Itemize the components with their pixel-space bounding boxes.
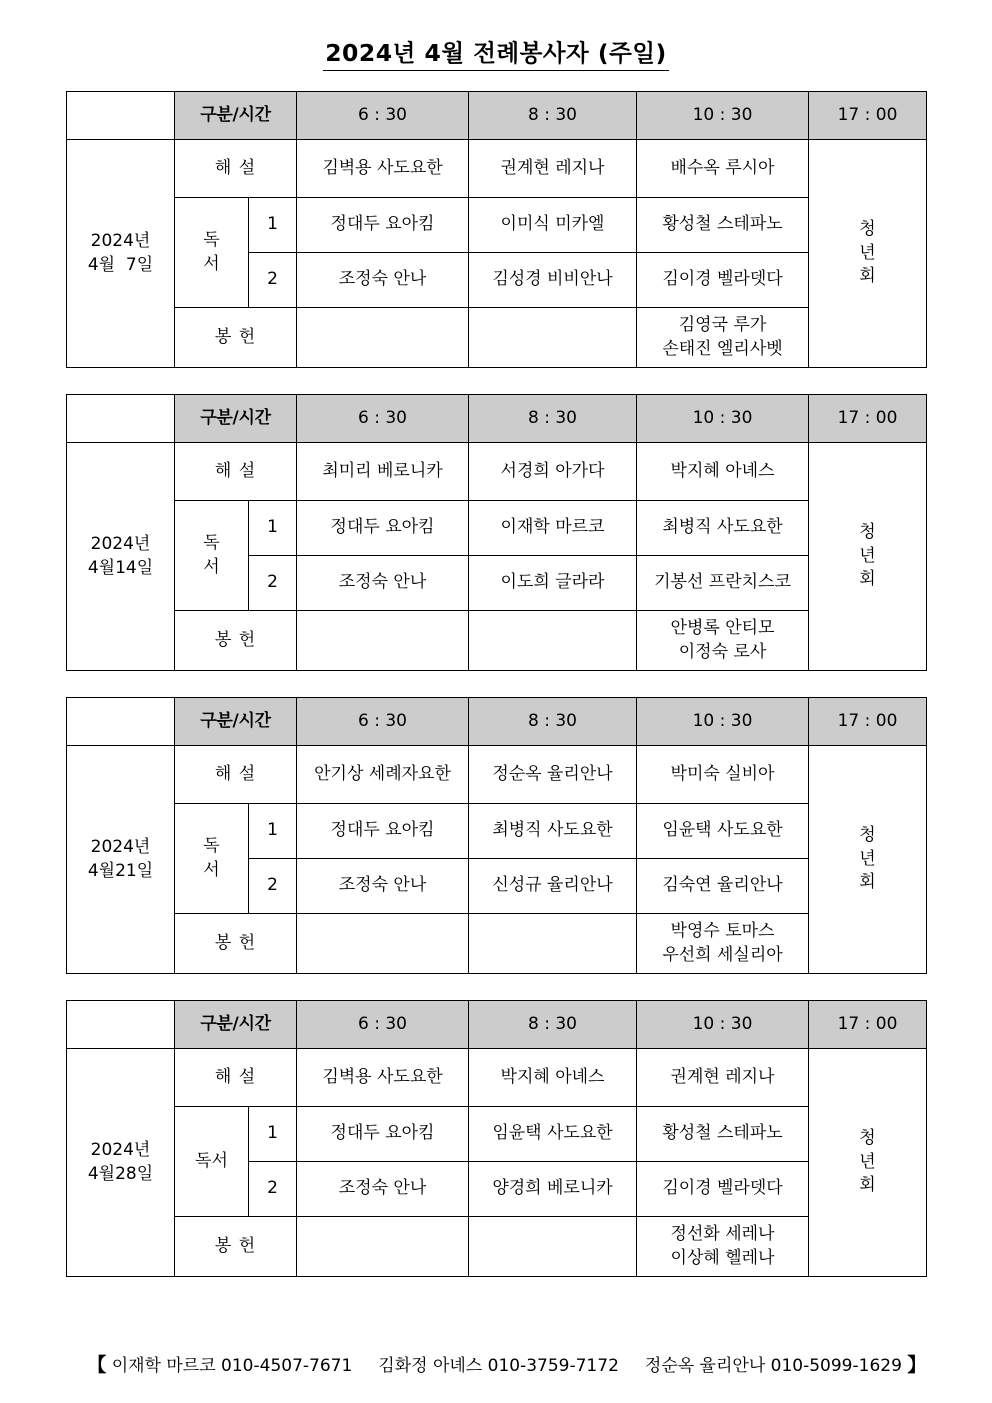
offering-row (67, 611, 927, 671)
offering-0 (297, 1217, 469, 1277)
reading-number-1: 1 (249, 198, 297, 253)
date-line-2: 4월21일 (87, 860, 154, 881)
offering-1 (469, 914, 637, 974)
reading-number-2: 2 (249, 556, 297, 611)
reading-number-1: 1 (249, 1107, 297, 1162)
header-time-1: 8 : 30 (469, 92, 637, 140)
row-label-narration: 해 설 (175, 443, 297, 501)
header-time-0: 6 : 30 (297, 1001, 469, 1049)
evening-group-cell (809, 746, 927, 974)
reading-label-char-1: 서 (203, 556, 220, 577)
header-time-1: 8 : 30 (469, 1001, 637, 1049)
header-corner-blank (67, 92, 175, 140)
schedule-table (66, 394, 927, 671)
reading2-1: 신성규 율리안나 (469, 859, 637, 914)
row-label-offering: 봉 헌 (175, 914, 297, 974)
table-header-row (67, 698, 927, 746)
date-line-2: 4월28일 (87, 1163, 154, 1184)
footer-close-bracket: 】 (907, 1354, 927, 1376)
evening-group-cell (809, 443, 927, 671)
narration-2: 박지혜 아녜스 (637, 443, 809, 501)
offering-0 (297, 914, 469, 974)
header-category-time: 구분/시간 (175, 395, 297, 443)
offering-0 (297, 308, 469, 368)
header-time-1: 8 : 30 (469, 698, 637, 746)
offering-line-1: 이정숙 로사 (678, 641, 767, 662)
offering-2 (637, 914, 809, 974)
reading2-0: 조정숙 안나 (297, 859, 469, 914)
footer-contact-2-name: 정순옥 율리안나 (644, 1356, 766, 1376)
offering-2 (637, 1217, 809, 1277)
reading2-2: 기봉선 프란치스코 (637, 556, 809, 611)
header-corner-blank (67, 1001, 175, 1049)
footer-contact-0-phone: 010-4507-7671 (221, 1356, 353, 1376)
evening-group-char-1: 년 (859, 242, 876, 263)
reading1-2: 최병직 사도요한 (637, 501, 809, 556)
reading2-2: 김숙연 율리안나 (637, 859, 809, 914)
evening-group-char-1: 년 (859, 848, 876, 869)
table-header-row (67, 1001, 927, 1049)
reading1-2: 황성철 스테파노 (637, 1107, 809, 1162)
offering-line-0: 김영국 루가 (678, 315, 767, 336)
reading-row-1 (67, 501, 927, 556)
reading-number-1: 1 (249, 501, 297, 556)
reading2-0: 조정숙 안나 (297, 556, 469, 611)
offering-1 (469, 611, 637, 671)
offering-line-0: 안병록 안티모 (670, 618, 775, 639)
header-time-2: 10 : 30 (637, 395, 809, 443)
row-label-offering: 봉 헌 (175, 1217, 297, 1277)
header-time-2: 10 : 30 (637, 698, 809, 746)
evening-group-char-1: 년 (859, 1151, 876, 1172)
reading1-1: 임윤택 사도요한 (469, 1107, 637, 1162)
reading-label-char-0: 독 (203, 836, 220, 857)
header-category-time: 구분/시간 (175, 1001, 297, 1049)
reading-row-1 (67, 804, 927, 859)
reading1-1: 이미식 미카엘 (469, 198, 637, 253)
narration-1: 정순옥 율리안나 (469, 746, 637, 804)
reading-label-char-1: 서 (203, 859, 220, 880)
table-header-row (67, 395, 927, 443)
reading2-0: 조정숙 안나 (297, 1162, 469, 1217)
title-container (0, 0, 992, 71)
reading1-0: 정대두 요아킴 (297, 501, 469, 556)
reading1-0: 정대두 요아킴 (297, 804, 469, 859)
footer-contact-2-phone: 010-5099-1629 (770, 1356, 902, 1376)
evening-group-cell (809, 140, 927, 368)
reading2-2: 김이경 벨라뎃다 (637, 1162, 809, 1217)
date-cell (67, 746, 175, 974)
narration-0: 안기상 세례자요한 (297, 746, 469, 804)
header-time-0: 6 : 30 (297, 698, 469, 746)
reading-label-char-1: 서 (203, 253, 220, 274)
reading2-1: 김성경 비비안나 (469, 253, 637, 308)
reading1-1: 이재학 마르코 (469, 501, 637, 556)
schedule-table (66, 697, 927, 974)
reading2-0: 조정숙 안나 (297, 253, 469, 308)
date-line-2: 4월14일 (87, 557, 154, 578)
offering-2 (637, 308, 809, 368)
header-time-0: 6 : 30 (297, 395, 469, 443)
reading-label-char-0: 독 (203, 230, 220, 251)
evening-group-cell (809, 1049, 927, 1277)
offering-line-1: 이상혜 헬레나 (670, 1247, 775, 1268)
evening-group-char-0: 청 (859, 219, 876, 240)
header-time-2: 10 : 30 (637, 92, 809, 140)
header-corner-blank (67, 698, 175, 746)
row-label-reading (175, 804, 249, 914)
header-time-0: 6 : 30 (297, 92, 469, 140)
reading-number-2: 2 (249, 859, 297, 914)
schedule-table (66, 1000, 927, 1277)
footer-contact-1-phone: 010-3759-7172 (487, 1356, 619, 1376)
reading-row-1 (67, 1107, 927, 1162)
evening-group-char-2: 회 (859, 1175, 876, 1196)
schedule-tables-container (66, 91, 926, 1277)
evening-group-char-0: 청 (859, 1128, 876, 1149)
narration-1: 서경희 아가다 (469, 443, 637, 501)
reading-label-char-0: 독 (203, 533, 220, 554)
reading2-1: 이도희 글라라 (469, 556, 637, 611)
footer-contact-0-name: 이재학 마르코 (111, 1356, 216, 1376)
offering-line-1: 손태진 엘리사벳 (662, 338, 783, 359)
header-category-time: 구분/시간 (175, 92, 297, 140)
offering-2 (637, 611, 809, 671)
offering-1 (469, 1217, 637, 1277)
footer-contacts (0, 1330, 992, 1397)
evening-group-char-2: 회 (859, 872, 876, 893)
row-label-offering: 봉 헌 (175, 611, 297, 671)
offering-row (67, 1217, 927, 1277)
footer-open-bracket: 【 (87, 1354, 107, 1376)
narration-2: 배수옥 루시아 (637, 140, 809, 198)
offering-line-0: 정선화 세레나 (670, 1224, 775, 1245)
table-header-row (67, 92, 927, 140)
date-cell (67, 443, 175, 671)
offering-row (67, 914, 927, 974)
header-time-3: 17 : 00 (809, 1001, 927, 1049)
row-label-reading (175, 198, 249, 308)
header-time-1: 8 : 30 (469, 395, 637, 443)
evening-group-char-1: 년 (859, 545, 876, 566)
reading-number-2: 2 (249, 1162, 297, 1217)
row-label-narration: 해 설 (175, 140, 297, 198)
reading1-2: 황성철 스테파노 (637, 198, 809, 253)
offering-row (67, 308, 927, 368)
narration-1: 박지혜 아녜스 (469, 1049, 637, 1107)
header-time-2: 10 : 30 (637, 1001, 809, 1049)
date-line-2: 4월 7일 (87, 254, 154, 275)
evening-group-char-2: 회 (859, 569, 876, 590)
date-cell (67, 140, 175, 368)
narration-row (67, 746, 927, 804)
row-label-narration: 해 설 (175, 1049, 297, 1107)
footer-contact-1-name: 김화정 아녜스 (378, 1356, 483, 1376)
reading2-2: 김이경 벨라뎃다 (637, 253, 809, 308)
row-label-reading (175, 501, 249, 611)
date-line-1: 2024년 (90, 231, 151, 252)
narration-0: 김벽용 사도요한 (297, 140, 469, 198)
reading-number-1: 1 (249, 804, 297, 859)
offering-0 (297, 611, 469, 671)
narration-2: 권계현 레지나 (637, 1049, 809, 1107)
reading1-1: 최병직 사도요한 (469, 804, 637, 859)
row-label-narration: 해 설 (175, 746, 297, 804)
reading1-0: 정대두 요아킴 (297, 198, 469, 253)
evening-group-char-0: 청 (859, 522, 876, 543)
header-category-time: 구분/시간 (175, 698, 297, 746)
narration-row (67, 140, 927, 198)
narration-row (67, 443, 927, 501)
date-line-1: 2024년 (90, 534, 151, 555)
date-line-1: 2024년 (90, 837, 151, 858)
narration-row (67, 1049, 927, 1107)
narration-1: 권계현 레지나 (469, 140, 637, 198)
offering-line-1: 우선희 세실리아 (662, 944, 783, 965)
reading1-2: 임윤택 사도요한 (637, 804, 809, 859)
row-label-reading: 독서 (175, 1107, 249, 1217)
narration-0: 김벽용 사도요한 (297, 1049, 469, 1107)
row-label-offering: 봉 헌 (175, 308, 297, 368)
header-time-3: 17 : 00 (809, 92, 927, 140)
schedule-table (66, 91, 927, 368)
header-time-3: 17 : 00 (809, 698, 927, 746)
header-time-3: 17 : 00 (809, 395, 927, 443)
reading2-1: 양경희 베로니카 (469, 1162, 637, 1217)
page-title: 2024년 4월 전례봉사자 (주일) (323, 40, 669, 71)
narration-0: 최미리 베로니카 (297, 443, 469, 501)
evening-group-char-2: 회 (859, 266, 876, 287)
reading-row-1 (67, 198, 927, 253)
narration-2: 박미숙 실비아 (637, 746, 809, 804)
evening-group-char-0: 청 (859, 825, 876, 846)
date-line-1: 2024년 (90, 1140, 151, 1161)
reading-number-2: 2 (249, 253, 297, 308)
header-corner-blank (67, 395, 175, 443)
offering-1 (469, 308, 637, 368)
offering-line-0: 박영수 토마스 (670, 921, 775, 942)
date-cell (67, 1049, 175, 1277)
reading1-0: 정대두 요아킴 (297, 1107, 469, 1162)
